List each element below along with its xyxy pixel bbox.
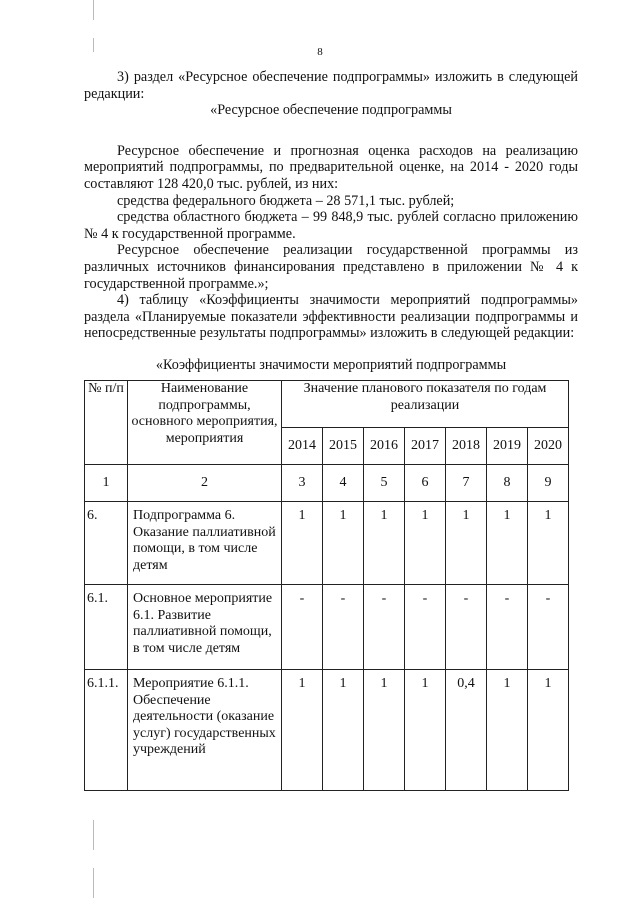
- scan-edge-mark: [93, 38, 94, 52]
- column-number: 6: [405, 465, 446, 502]
- row-value: -: [364, 585, 405, 670]
- row-value: 1: [487, 502, 528, 585]
- paragraph-program-resources: Ресурсное обеспечение реализации государственной программы из различных источников финансирования представлено в приложении № 4 к государственной программе.»;: [84, 242, 578, 292]
- header-number: № п/п: [85, 381, 128, 465]
- column-number: 9: [528, 465, 569, 502]
- row-name: Подпрограмма 6. Оказание паллиативной помощи, в том числе детям: [128, 502, 282, 585]
- row-value: -: [323, 585, 364, 670]
- row-number: 6.1.1.: [85, 670, 128, 791]
- header-year: 2016: [364, 428, 405, 465]
- table-row: [85, 670, 569, 791]
- row-number: 6.: [85, 502, 128, 585]
- column-number: 8: [487, 465, 528, 502]
- section-heading: «Ресурсное обеспечение подпрограммы: [210, 102, 452, 119]
- page-number: 8: [317, 46, 323, 58]
- row-value: 1: [323, 502, 364, 585]
- header-year: 2017: [405, 428, 446, 465]
- row-value: -: [405, 585, 446, 670]
- row-value: 1: [323, 670, 364, 791]
- row-value: 1: [528, 502, 569, 585]
- paragraph-resources: Ресурсное обеспечение и прогнозная оценка расходов на реализацию мероприятий подпрограммы, по предварительной оценке, на 2014 - 2020 годы составляют 128 420,0 тыс. рублей, из них:: [84, 142, 578, 192]
- row-value: -: [446, 585, 487, 670]
- header-year: 2014: [282, 428, 323, 465]
- row-value: 1: [282, 670, 323, 791]
- column-number: 2: [128, 465, 282, 502]
- row-value: 1: [364, 670, 405, 791]
- scan-edge-mark: [93, 820, 94, 850]
- header-year: 2015: [323, 428, 364, 465]
- scan-edge-mark: [93, 868, 94, 898]
- header-year: 2020: [528, 428, 569, 465]
- header-name: Наименование подпрограммы, основного мероприятия, мероприятия: [128, 381, 282, 465]
- body-text: [84, 69, 578, 342]
- row-name: Мероприятие 6.1.1. Обеспечение деятельности (оказание услуг) государственных учреждений: [128, 670, 282, 791]
- row-value: 1: [446, 502, 487, 585]
- column-number: 1: [85, 465, 128, 502]
- row-name: Основное мероприятие 6.1. Развитие паллиативной помощи, в том числе детям: [128, 585, 282, 670]
- row-value: -: [282, 585, 323, 670]
- paragraph-section-4: 4) таблицу «Коэффициенты значимости мероприятий подпрограммы» раздела «Планируемые показатели эффективности реализации подпрограммы и непосредственные результаты подпрограммы» изложить в следующей редакции:: [84, 292, 578, 342]
- coefficients-table: [84, 380, 569, 791]
- paragraph-regional-budget: средства областного бюджета – 99 848,9 тыс. рублей согласно приложению № 4 к государственной программе.: [84, 209, 578, 242]
- row-value: 1: [528, 670, 569, 791]
- header-year: 2019: [487, 428, 528, 465]
- column-number-row: [85, 465, 569, 502]
- paragraph-federal-budget: средства федерального бюджета – 28 571,1 тыс. рублей;: [117, 192, 455, 209]
- row-value: 1: [405, 670, 446, 791]
- row-value: 0,4: [446, 670, 487, 791]
- table-row: [85, 502, 569, 585]
- paragraph-section-3: 3) раздел «Ресурсное обеспечение подпрограммы» изложить в следующей редакции:: [84, 69, 578, 102]
- row-value: -: [528, 585, 569, 670]
- header-plan-value: Значение планового показателя по годам реализации: [282, 381, 569, 428]
- column-number: 5: [364, 465, 405, 502]
- column-number: 7: [446, 465, 487, 502]
- row-value: -: [487, 585, 528, 670]
- column-number: 3: [282, 465, 323, 502]
- row-value: 1: [364, 502, 405, 585]
- row-value: 1: [405, 502, 446, 585]
- row-value: 1: [282, 502, 323, 585]
- row-number: 6.1.: [85, 585, 128, 670]
- scan-edge-mark: [93, 0, 94, 20]
- table-row: [85, 585, 569, 670]
- column-number: 4: [323, 465, 364, 502]
- header-year: 2018: [446, 428, 487, 465]
- row-value: 1: [487, 670, 528, 791]
- table-caption: «Коэффициенты значимости мероприятий подпрограммы: [155, 357, 507, 373]
